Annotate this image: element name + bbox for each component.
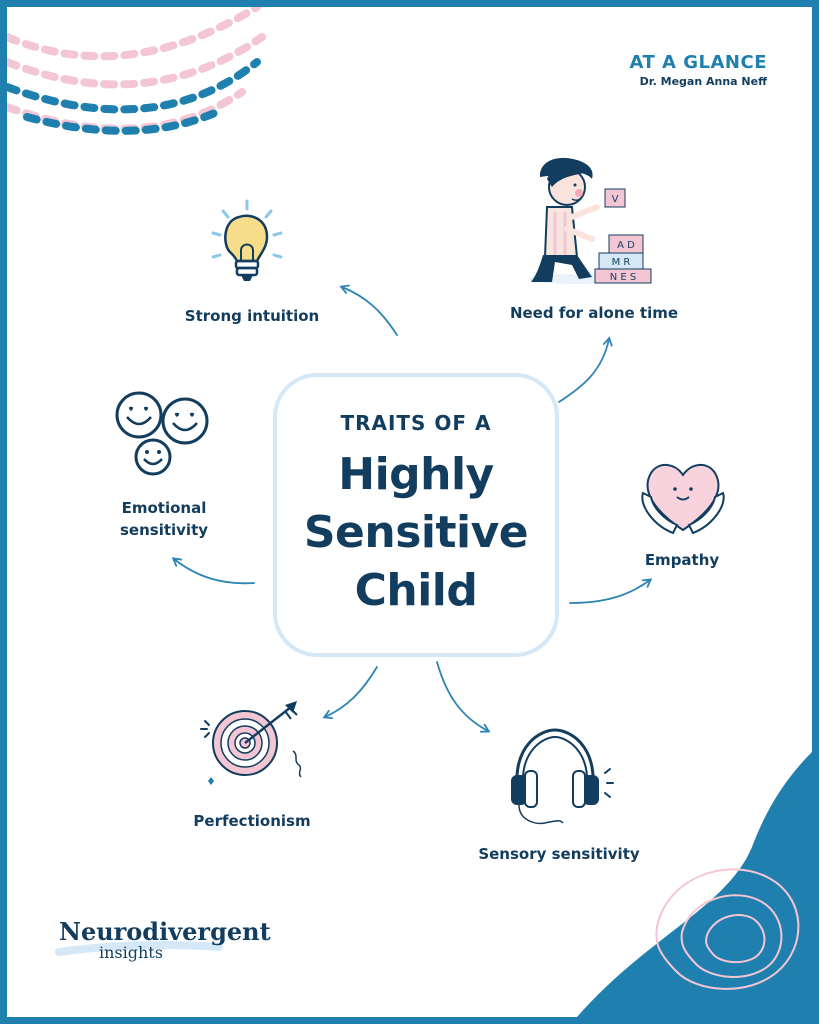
corner-blob-decoration xyxy=(577,752,812,1017)
brand-logo-name: Neurodivergent xyxy=(59,917,271,946)
trait-empathy: Empathy xyxy=(644,551,720,569)
block-letters-row4: N E S xyxy=(609,272,637,283)
arrow-to-emotional xyxy=(174,559,254,583)
headphones-icon xyxy=(511,730,613,823)
trait-sensory-sensitivity: Sensory sensitivity xyxy=(478,845,640,863)
target-arrow-icon xyxy=(201,701,301,785)
center-kicker: TRAITS OF A xyxy=(340,411,492,435)
block-letters-row3: M R xyxy=(611,257,631,268)
arrow-to-alone-time xyxy=(559,339,609,402)
smiley-faces-icon xyxy=(117,393,207,474)
header-author: Dr. Megan Anna Neff xyxy=(639,75,767,88)
arrow-to-sensory xyxy=(437,662,488,731)
child-building-blocks-icon xyxy=(529,158,651,284)
lightbulb-icon xyxy=(213,201,281,281)
dashed-arcs-decoration xyxy=(7,7,262,131)
block-letters-row2: A D xyxy=(617,240,635,251)
trait-need-for-alone-time: Need for alone time xyxy=(509,304,679,322)
center-title-line-3: Child xyxy=(354,565,478,616)
trait-perfectionism: Perfectionism xyxy=(193,812,311,830)
block-letter-top: V xyxy=(611,194,619,205)
center-title-line-2: Sensitive xyxy=(303,507,529,558)
heart-hands-icon xyxy=(642,465,723,533)
trait-emotional-sensitivity-line-2: sensitivity xyxy=(119,521,209,539)
header-title: AT A GLANCE xyxy=(629,52,767,73)
arrow-to-strong-intuition xyxy=(342,287,397,335)
arrow-to-empathy xyxy=(570,580,650,603)
arrow-to-perfectionism xyxy=(325,667,377,717)
trait-emotional-sensitivity-line-1: Emotional xyxy=(121,499,207,517)
center-title-line-1: Highly xyxy=(338,449,494,500)
brand-logo-subtitle: insights xyxy=(99,943,163,962)
trait-strong-intuition: Strong intuition xyxy=(184,307,320,325)
